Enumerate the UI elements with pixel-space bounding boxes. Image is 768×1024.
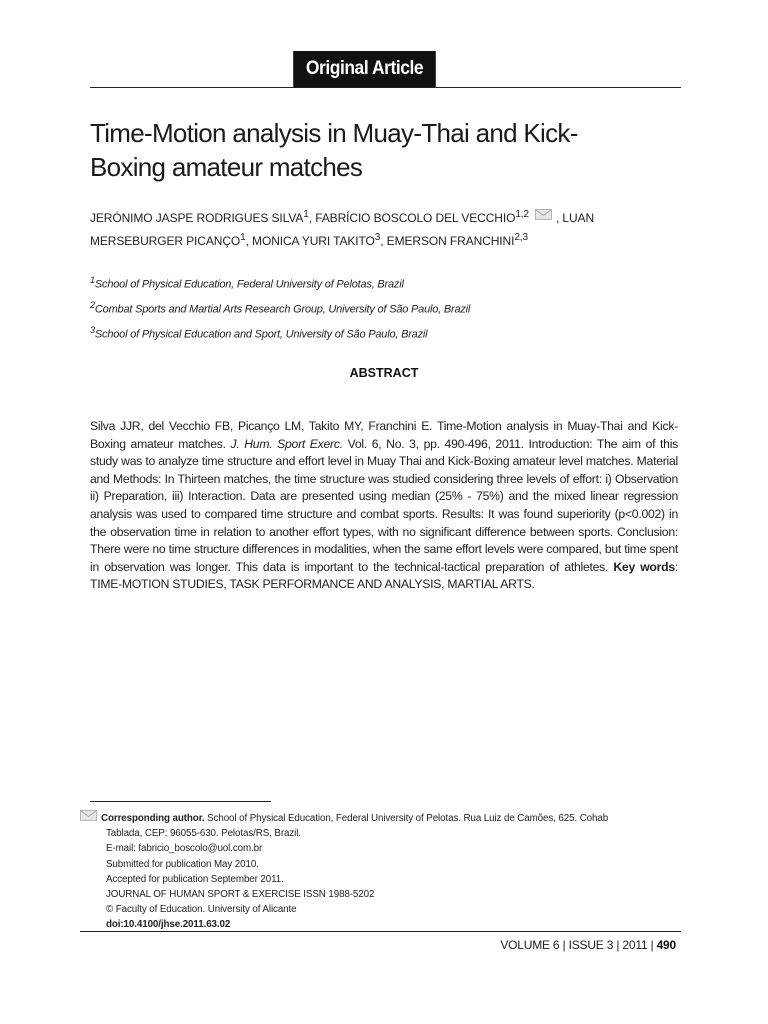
- article-type-badge: Original Article: [293, 51, 436, 87]
- affiliation-number: 2: [90, 300, 95, 311]
- corresponding-author-label: Corresponding author.: [101, 813, 205, 824]
- page-number: 490: [656, 938, 676, 952]
- footnote-address-line: School of Physical Education, Federal University of Pelotas. Rua Luiz de Camões, 625. Cohab: [204, 813, 609, 824]
- affiliation-text: School of Physical Education, Federal University of Pelotas, Brazil: [94, 278, 404, 291]
- keywords: : TIME-MOTION STUDIES, TASK PERFORMANCE AND ANALYSIS, MARTIAL ARTS.: [90, 559, 678, 592]
- footnote-copyright: © Faculty of Education. University of Alicante: [106, 904, 297, 916]
- keywords-label: Key words: [613, 559, 675, 574]
- header-rule: [90, 87, 681, 88]
- abstract-heading: ABSTRACT: [349, 366, 419, 380]
- envelope-icon: [80, 810, 97, 821]
- author-affiliation-sup: 1: [303, 209, 309, 220]
- volume-issue: VOLUME 6 | ISSUE 3 | 2011 |: [500, 938, 657, 952]
- corresponding-author-footnote: [80, 810, 680, 933]
- affiliation-text: Combat Sports and Martial Arts Research Group, University of São Paulo, Brazil: [94, 303, 471, 316]
- journal-name: J. Hum. Sport Exerc.: [230, 436, 343, 451]
- author-name: , EMERSON FRANCHINI: [380, 234, 515, 248]
- author-affiliation-sup: 3: [374, 232, 381, 243]
- author-name: , LUAN: [555, 211, 595, 225]
- footer-rule: [80, 931, 681, 932]
- footnote-address-line: Tablada, CEP: 96055-630. Pelotas/RS, Brazil.: [106, 828, 301, 840]
- author-affiliation-sup: 2,3: [514, 232, 528, 243]
- footnote-email[interactable]: E-mail: fabricio_boscolo@uol.com.br: [106, 843, 263, 855]
- author-name: JERÓNIMO JASPE RODRIGUES SILVA: [90, 211, 304, 225]
- footnote-journal: JOURNAL OF HUMAN SPORT & EXERCISE ISSN 1988-5202: [106, 889, 375, 901]
- affiliation-number: 1: [90, 275, 95, 285]
- affiliation: [90, 320, 690, 345]
- affiliation-number: 3: [90, 325, 95, 336]
- footnote-rule: [90, 801, 271, 802]
- author-affiliation-sup: 1,2: [515, 209, 529, 220]
- abstract-citation: Silva JJR, del Vecchio FB, Picanço LM, Takito MY, Franchini E. Time-Motion analysis in Muay-Thai and Kick-Boxing amateur matches.: [90, 419, 678, 451]
- footnote-doi[interactable]: doi:10.4100/jhse.2011.63.02: [106, 919, 231, 931]
- footnote-address: [80, 810, 680, 826]
- affiliation: [90, 295, 690, 320]
- affiliation: [90, 270, 690, 295]
- author-affiliation-sup: 1: [240, 232, 246, 243]
- title-line: Time-Motion analysis in Muay-Thai and Kick-: [90, 118, 578, 148]
- affiliation-text: School of Physical Education and Sport, University of São Paulo, Brazil: [94, 328, 428, 341]
- abstract-text: Vol. 6, No. 3, pp. 490-496, 2011. Introduction: The aim of this study was to analyze time structure and effort level in Muay Thai and Kick-Boxing amateur level matches. Material and Methods: In Thirteen matches, the time structure was studied considering three levels of effort: i) Observation ii) Preparation, iii) Interaction. Data are presented using median (25% - 75%) and the mixed linear regression analysis was used to compared time structure and combat sports. Results: It was found superiority (p<0.002) in the observation time in relation to another effort types, with no significant difference between sports. Conclusion: There were no time structure differences in modalities, when the same effort levels were compared, but time spent in observation was longer. This data is important to the technical-tactical preparation of athletes.: [90, 436, 678, 574]
- footnote-accepted: Accepted for publication September 2011.: [106, 873, 284, 885]
- author-name: , FABRÍCIO BOSCOLO DEL VECCHIO: [308, 211, 516, 225]
- abstract-body: [90, 418, 678, 594]
- author-name: , MONICA YURI TAKITO: [245, 234, 375, 248]
- article-title: [90, 116, 690, 184]
- affiliation-list: [90, 270, 690, 345]
- title-line: Boxing amateur matches: [90, 152, 363, 182]
- author-name: MERSEBURGER PICANÇO: [90, 234, 241, 248]
- author-list: [90, 205, 700, 251]
- footnote-submitted: Submitted for publication May 2010.: [106, 858, 259, 870]
- page-footer: [380, 938, 676, 952]
- envelope-icon[interactable]: [535, 209, 552, 220]
